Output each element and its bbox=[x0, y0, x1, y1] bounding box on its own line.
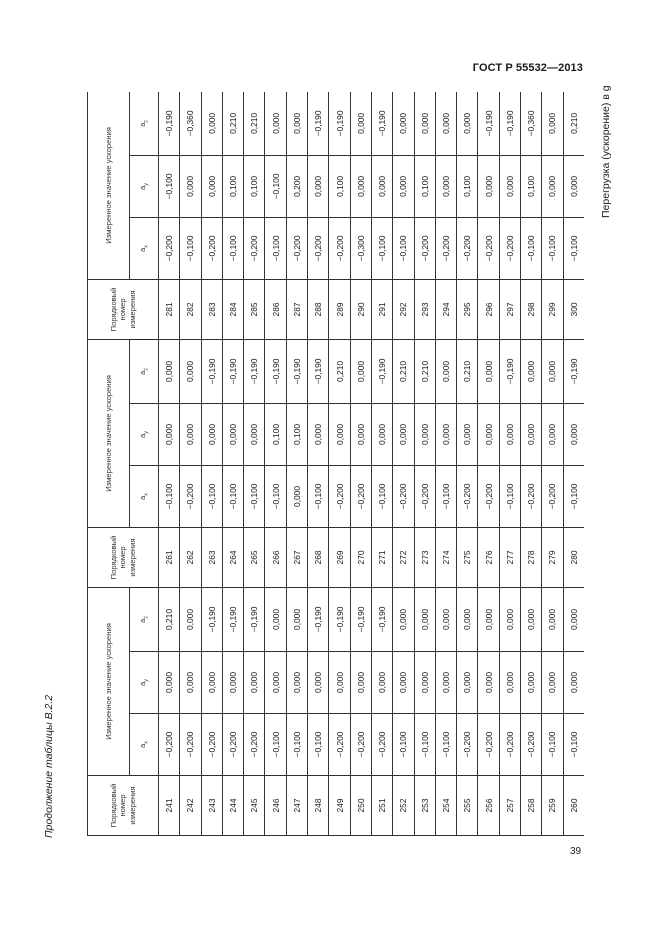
cell-az-value: 0,000 bbox=[180, 587, 201, 651]
cell-ay-value: 0,000 bbox=[414, 652, 435, 714]
cell-az-value: 0,000 bbox=[457, 587, 478, 651]
cell-ay-value: 0,000 bbox=[329, 403, 350, 465]
cell-ax-value: −0,200 bbox=[329, 465, 350, 527]
cell-az-value: −0,190 bbox=[329, 587, 350, 651]
cell-ax-value: −0,200 bbox=[521, 714, 542, 776]
cell-order-number: 279 bbox=[542, 527, 563, 587]
cell-ax-value: −0,100 bbox=[542, 714, 563, 776]
table-row bbox=[180, 92, 201, 836]
cell-ax-value: −0,100 bbox=[265, 217, 286, 279]
cell-ay-value: 0,000 bbox=[201, 403, 222, 465]
cell-ay-value: 0,000 bbox=[499, 403, 520, 465]
cell-order-number: 292 bbox=[393, 279, 414, 339]
cell-order-number: 287 bbox=[286, 279, 307, 339]
cell-order-number: 291 bbox=[371, 279, 392, 339]
header-ax-2: $a_x$ bbox=[130, 465, 159, 527]
cell-ax-value: −0,100 bbox=[563, 217, 584, 279]
cell-order-number: 269 bbox=[329, 527, 350, 587]
cell-order-number: 253 bbox=[414, 776, 435, 836]
cell-az-value: 0,000 bbox=[521, 339, 542, 403]
header-row-axes bbox=[130, 92, 159, 836]
cell-order-number: 247 bbox=[286, 776, 307, 836]
cell-ax-value: −0,200 bbox=[393, 465, 414, 527]
cell-az-value: 0,210 bbox=[222, 92, 243, 155]
cell-az-value: 0,000 bbox=[393, 587, 414, 651]
cell-ay-value: 0,000 bbox=[393, 155, 414, 217]
cell-order-number: 242 bbox=[180, 776, 201, 836]
cell-ax-value: −0,200 bbox=[329, 714, 350, 776]
cell-az-value: 0,210 bbox=[329, 339, 350, 403]
cell-order-number: 288 bbox=[308, 279, 329, 339]
cell-order-number: 266 bbox=[265, 527, 286, 587]
cell-az-value: −0,190 bbox=[329, 92, 350, 155]
cell-ay-value: 0,000 bbox=[244, 403, 265, 465]
cell-ay-value: 0,100 bbox=[457, 155, 478, 217]
cell-ax-value: −0,100 bbox=[371, 465, 392, 527]
cell-order-number: 276 bbox=[478, 527, 499, 587]
cell-ay-value: 0,000 bbox=[308, 403, 329, 465]
cell-ax-value: −0,200 bbox=[308, 217, 329, 279]
cell-order-number: 284 bbox=[222, 279, 243, 339]
cell-order-number: 256 bbox=[478, 776, 499, 836]
cell-ax-value: −0,200 bbox=[159, 217, 180, 279]
table-row bbox=[244, 92, 265, 836]
cell-ay-value: 0,000 bbox=[308, 652, 329, 714]
measurement-table bbox=[87, 92, 584, 836]
cell-ax-value: −0,200 bbox=[180, 714, 201, 776]
cell-az-value: −0,190 bbox=[499, 339, 520, 403]
cell-az-value: −0,190 bbox=[371, 92, 392, 155]
cell-az-value: 0,000 bbox=[201, 92, 222, 155]
cell-az-value: −0,190 bbox=[478, 92, 499, 155]
cell-ax-value: −0,100 bbox=[222, 217, 243, 279]
page-number: 39 bbox=[570, 846, 582, 857]
cell-ax-value: −0,200 bbox=[180, 465, 201, 527]
cell-ay-value: 0,100 bbox=[265, 403, 286, 465]
cell-ax-value: −0,300 bbox=[350, 217, 371, 279]
cell-ax-value: −0,200 bbox=[329, 217, 350, 279]
table-container bbox=[87, 92, 584, 836]
cell-ay-value: 0,000 bbox=[542, 155, 563, 217]
cell-az-value: −0,190 bbox=[371, 339, 392, 403]
cell-ax-value: −0,100 bbox=[180, 217, 201, 279]
cell-ay-value: 0,000 bbox=[542, 652, 563, 714]
cell-ax-value: −0,200 bbox=[414, 217, 435, 279]
cell-ay-value: 0,000 bbox=[329, 652, 350, 714]
cell-az-value: 0,000 bbox=[350, 92, 371, 155]
cell-ax-value: −0,100 bbox=[286, 714, 307, 776]
cell-az-value: −0,360 bbox=[180, 92, 201, 155]
cell-ay-value: 0,000 bbox=[265, 652, 286, 714]
cell-order-number: 248 bbox=[308, 776, 329, 836]
cell-order-number: 277 bbox=[499, 527, 520, 587]
cell-ax-value: −0,100 bbox=[393, 714, 414, 776]
table-row bbox=[435, 92, 456, 836]
cell-ax-value: −0,200 bbox=[350, 465, 371, 527]
cell-az-value: −0,190 bbox=[222, 339, 243, 403]
cell-ay-value: 0,000 bbox=[393, 652, 414, 714]
cell-ax-value: −0,100 bbox=[265, 714, 286, 776]
cell-order-number: 263 bbox=[201, 527, 222, 587]
cell-order-number: 294 bbox=[435, 279, 456, 339]
cell-ay-value: 0,000 bbox=[414, 403, 435, 465]
cell-order-number: 267 bbox=[286, 527, 307, 587]
cell-order-number: 258 bbox=[521, 776, 542, 836]
cell-ax-value: −0,200 bbox=[457, 465, 478, 527]
cell-ay-value: 0,000 bbox=[244, 652, 265, 714]
cell-ax-value: −0,200 bbox=[435, 217, 456, 279]
cell-az-value: −0,190 bbox=[371, 587, 392, 651]
cell-order-number: 285 bbox=[244, 279, 265, 339]
cell-az-value: −0,190 bbox=[308, 92, 329, 155]
cell-ay-value: 0,000 bbox=[478, 403, 499, 465]
header-group-2: Измеренное значение ускорения bbox=[88, 339, 130, 527]
cell-order-number: 268 bbox=[308, 527, 329, 587]
cell-ax-value: −0,200 bbox=[457, 714, 478, 776]
cell-ay-value: 0,000 bbox=[201, 652, 222, 714]
cell-az-value: 0,000 bbox=[563, 587, 584, 651]
cell-az-value: 0,000 bbox=[542, 339, 563, 403]
cell-order-number: 289 bbox=[329, 279, 350, 339]
cell-ay-value: 0,200 bbox=[286, 155, 307, 217]
cell-ay-value: 0,000 bbox=[286, 652, 307, 714]
table-row bbox=[499, 92, 520, 836]
cell-order-number: 243 bbox=[201, 776, 222, 836]
cell-az-value: 0,000 bbox=[159, 339, 180, 403]
cell-az-value: 0,210 bbox=[414, 339, 435, 403]
cell-ay-value: 0,000 bbox=[371, 652, 392, 714]
cell-az-value: 0,210 bbox=[457, 339, 478, 403]
cell-ax-value: −0,200 bbox=[499, 714, 520, 776]
cell-az-value: −0,360 bbox=[521, 92, 542, 155]
table-row bbox=[414, 92, 435, 836]
cell-ay-value: 0,000 bbox=[542, 403, 563, 465]
cell-order-number: 264 bbox=[222, 527, 243, 587]
cell-order-number: 296 bbox=[478, 279, 499, 339]
units-label: Перегрузка (ускорение) в g bbox=[600, 85, 612, 218]
cell-ax-value: −0,200 bbox=[478, 714, 499, 776]
cell-ay-value: 0,000 bbox=[435, 403, 456, 465]
cell-order-number: 260 bbox=[563, 776, 584, 836]
cell-order-number: 241 bbox=[159, 776, 180, 836]
cell-order-number: 244 bbox=[222, 776, 243, 836]
cell-order-number: 254 bbox=[435, 776, 456, 836]
cell-order-number: 261 bbox=[159, 527, 180, 587]
cell-ax-value: −0,200 bbox=[350, 714, 371, 776]
cell-ax-value: −0,100 bbox=[435, 465, 456, 527]
cell-order-number: 297 bbox=[499, 279, 520, 339]
cell-ay-value: 0,000 bbox=[393, 403, 414, 465]
cell-order-number: 251 bbox=[371, 776, 392, 836]
cell-az-value: −0,190 bbox=[222, 587, 243, 651]
cell-ax-value: −0,100 bbox=[308, 465, 329, 527]
cell-order-number: 300 bbox=[563, 279, 584, 339]
cell-az-value: 0,000 bbox=[286, 92, 307, 155]
cell-order-number: 299 bbox=[542, 279, 563, 339]
cell-ay-value: 0,000 bbox=[563, 155, 584, 217]
cell-ay-value: 0,000 bbox=[180, 652, 201, 714]
cell-ay-value: 0,100 bbox=[286, 403, 307, 465]
cell-az-value: 0,000 bbox=[521, 587, 542, 651]
cell-ay-value: 0,000 bbox=[521, 403, 542, 465]
cell-ax-value: −0,200 bbox=[414, 465, 435, 527]
cell-ax-value: −0,200 bbox=[159, 714, 180, 776]
cell-ax-value: −0,200 bbox=[244, 714, 265, 776]
cell-ax-value: −0,100 bbox=[159, 465, 180, 527]
cell-order-number: 246 bbox=[265, 776, 286, 836]
cell-az-value: 0,000 bbox=[414, 92, 435, 155]
header-ay-1: $a_y$ bbox=[130, 652, 159, 714]
cell-order-number: 250 bbox=[350, 776, 371, 836]
table-row bbox=[159, 92, 180, 836]
cell-az-value: −0,190 bbox=[201, 339, 222, 403]
cell-az-value: 0,000 bbox=[286, 587, 307, 651]
cell-ax-value: −0,100 bbox=[435, 714, 456, 776]
cell-az-value: −0,190 bbox=[563, 339, 584, 403]
cell-ay-value: 0,000 bbox=[371, 403, 392, 465]
cell-az-value: −0,190 bbox=[308, 587, 329, 651]
cell-ax-value: −0,100 bbox=[563, 714, 584, 776]
table-body bbox=[159, 92, 585, 836]
cell-ay-value: 0,000 bbox=[371, 155, 392, 217]
header-order-1: Порядковый номер измерения bbox=[88, 776, 159, 836]
header-order-3: Порядковый номер измерения bbox=[88, 279, 159, 339]
cell-ax-value: −0,100 bbox=[563, 465, 584, 527]
cell-ay-value: 0,100 bbox=[521, 155, 542, 217]
cell-ax-value: −0,200 bbox=[201, 217, 222, 279]
cell-ax-value: −0,200 bbox=[201, 714, 222, 776]
cell-ay-value: 0,000 bbox=[478, 155, 499, 217]
cell-ax-value: −0,100 bbox=[414, 714, 435, 776]
cell-az-value: 0,000 bbox=[435, 339, 456, 403]
header-ax-3: $a_x$ bbox=[130, 217, 159, 279]
cell-order-number: 255 bbox=[457, 776, 478, 836]
cell-order-number: 265 bbox=[244, 527, 265, 587]
cell-ay-value: 0,000 bbox=[180, 403, 201, 465]
table-continuation-label: Продолжение таблицы В.2.2 bbox=[43, 694, 55, 838]
cell-order-number: 282 bbox=[180, 279, 201, 339]
cell-ay-value: 0,100 bbox=[244, 155, 265, 217]
cell-ay-value: 0,000 bbox=[159, 652, 180, 714]
cell-ax-value: −0,100 bbox=[371, 217, 392, 279]
cell-az-value: −0,190 bbox=[159, 92, 180, 155]
cell-ax-value: −0,100 bbox=[265, 465, 286, 527]
cell-order-number: 275 bbox=[457, 527, 478, 587]
cell-ay-value: 0,000 bbox=[308, 155, 329, 217]
cell-ax-value: −0,100 bbox=[201, 465, 222, 527]
cell-az-value: 0,000 bbox=[478, 339, 499, 403]
cell-az-value: 0,210 bbox=[244, 92, 265, 155]
table-row bbox=[393, 92, 414, 836]
cell-az-value: 0,000 bbox=[478, 587, 499, 651]
document-code: ГОСТ Р 55532—2013 bbox=[472, 62, 583, 74]
cell-ax-value: −0,200 bbox=[499, 217, 520, 279]
header-ay-2: $a_y$ bbox=[130, 403, 159, 465]
cell-az-value: −0,190 bbox=[201, 587, 222, 651]
cell-az-value: 0,000 bbox=[435, 587, 456, 651]
cell-ax-value: −0,100 bbox=[521, 217, 542, 279]
cell-az-value: 0,000 bbox=[180, 339, 201, 403]
cell-ay-value: 0,000 bbox=[521, 652, 542, 714]
table-row bbox=[478, 92, 499, 836]
header-group-3: Измеренное значение ускорения bbox=[88, 92, 130, 279]
cell-ax-value: −0,200 bbox=[521, 465, 542, 527]
cell-order-number: 270 bbox=[350, 527, 371, 587]
table-row bbox=[350, 92, 371, 836]
cell-ax-value: −0,100 bbox=[542, 217, 563, 279]
cell-ay-value: 0,000 bbox=[563, 403, 584, 465]
cell-order-number: 290 bbox=[350, 279, 371, 339]
cell-ay-value: 0,000 bbox=[499, 155, 520, 217]
cell-az-value: −0,190 bbox=[308, 339, 329, 403]
cell-order-number: 274 bbox=[435, 527, 456, 587]
header-ax-1: $a_x$ bbox=[130, 714, 159, 776]
cell-ay-value: 0,000 bbox=[457, 652, 478, 714]
cell-order-number: 271 bbox=[371, 527, 392, 587]
cell-ay-value: 0,000 bbox=[159, 403, 180, 465]
cell-ax-value: −0,200 bbox=[371, 714, 392, 776]
cell-ax-value: −0,100 bbox=[308, 714, 329, 776]
header-group-1: Измеренное значение ускорения bbox=[88, 587, 130, 775]
cell-az-value: 0,000 bbox=[457, 92, 478, 155]
cell-order-number: 298 bbox=[521, 279, 542, 339]
cell-ay-value: −0,100 bbox=[159, 155, 180, 217]
cell-az-value: −0,190 bbox=[286, 339, 307, 403]
header-row-top bbox=[88, 92, 130, 836]
table-row bbox=[265, 92, 286, 836]
table-row bbox=[308, 92, 329, 836]
cell-order-number: 295 bbox=[457, 279, 478, 339]
cell-order-number: 257 bbox=[499, 776, 520, 836]
cell-ay-value: 0,100 bbox=[329, 155, 350, 217]
cell-ay-value: 0,000 bbox=[180, 155, 201, 217]
table-row bbox=[329, 92, 350, 836]
cell-ax-value: −0,200 bbox=[222, 714, 243, 776]
table-row bbox=[457, 92, 478, 836]
cell-az-value: 0,000 bbox=[435, 92, 456, 155]
cell-ay-value: 0,000 bbox=[563, 652, 584, 714]
cell-az-value: 0,210 bbox=[159, 587, 180, 651]
cell-az-value: −0,190 bbox=[244, 587, 265, 651]
cell-ax-value: −0,100 bbox=[499, 465, 520, 527]
cell-order-number: 286 bbox=[265, 279, 286, 339]
cell-ax-value: −0,100 bbox=[244, 465, 265, 527]
cell-ay-value: 0,000 bbox=[350, 652, 371, 714]
cell-order-number: 245 bbox=[244, 776, 265, 836]
header-az-1: $a_z$ bbox=[130, 587, 159, 651]
table-row bbox=[201, 92, 222, 836]
table-row bbox=[286, 92, 307, 836]
cell-ay-value: 0,000 bbox=[499, 652, 520, 714]
cell-order-number: 281 bbox=[159, 279, 180, 339]
cell-order-number: 280 bbox=[563, 527, 584, 587]
cell-order-number: 293 bbox=[414, 279, 435, 339]
header-az-3: $a_z$ bbox=[130, 92, 159, 155]
cell-ax-value: −0,200 bbox=[457, 217, 478, 279]
header-ay-3: $a_y$ bbox=[130, 155, 159, 217]
cell-ay-value: 0,100 bbox=[222, 155, 243, 217]
cell-az-value: −0,190 bbox=[499, 92, 520, 155]
cell-ay-value: 0,000 bbox=[478, 652, 499, 714]
cell-order-number: 273 bbox=[414, 527, 435, 587]
cell-ay-value: 0,100 bbox=[414, 155, 435, 217]
cell-az-value: 0,210 bbox=[393, 339, 414, 403]
cell-az-value: 0,000 bbox=[265, 92, 286, 155]
cell-order-number: 272 bbox=[393, 527, 414, 587]
table-row bbox=[563, 92, 584, 836]
cell-order-number: 259 bbox=[542, 776, 563, 836]
cell-ax-value: −0,200 bbox=[542, 465, 563, 527]
cell-az-value: −0,190 bbox=[265, 339, 286, 403]
cell-ay-value: 0,000 bbox=[350, 403, 371, 465]
table-row bbox=[222, 92, 243, 836]
table-row bbox=[521, 92, 542, 836]
cell-ax-value: −0,100 bbox=[222, 465, 243, 527]
cell-az-value: 0,000 bbox=[542, 92, 563, 155]
cell-az-value: 0,210 bbox=[563, 92, 584, 155]
header-order-2: Порядковый номер измерения bbox=[88, 527, 159, 587]
cell-order-number: 278 bbox=[521, 527, 542, 587]
cell-az-value: 0,000 bbox=[393, 92, 414, 155]
cell-order-number: 252 bbox=[393, 776, 414, 836]
cell-ax-value: −0,200 bbox=[478, 217, 499, 279]
cell-az-value: 0,000 bbox=[414, 587, 435, 651]
cell-ay-value: 0,000 bbox=[457, 403, 478, 465]
cell-ay-value: 0,000 bbox=[222, 403, 243, 465]
cell-ay-value: 0,000 bbox=[222, 652, 243, 714]
table-row bbox=[542, 92, 563, 836]
cell-ax-value: −0,200 bbox=[244, 217, 265, 279]
cell-az-value: −0,190 bbox=[244, 339, 265, 403]
cell-ay-value: 0,000 bbox=[201, 155, 222, 217]
cell-ax-value: 0,000 bbox=[286, 465, 307, 527]
cell-order-number: 262 bbox=[180, 527, 201, 587]
cell-ay-value: 0,000 bbox=[350, 155, 371, 217]
cell-order-number: 249 bbox=[329, 776, 350, 836]
cell-ax-value: −0,200 bbox=[286, 217, 307, 279]
cell-az-value: 0,000 bbox=[542, 587, 563, 651]
cell-ax-value: −0,200 bbox=[478, 465, 499, 527]
cell-az-value: 0,000 bbox=[350, 339, 371, 403]
cell-ax-value: −0,100 bbox=[393, 217, 414, 279]
cell-ay-value: 0,000 bbox=[435, 652, 456, 714]
header-az-2: $a_z$ bbox=[130, 339, 159, 403]
cell-az-value: −0,190 bbox=[350, 587, 371, 651]
cell-az-value: 0,000 bbox=[265, 587, 286, 651]
cell-order-number: 283 bbox=[201, 279, 222, 339]
table-row bbox=[371, 92, 392, 836]
cell-ay-value: −0,100 bbox=[265, 155, 286, 217]
cell-ay-value: 0,000 bbox=[435, 155, 456, 217]
cell-az-value: 0,000 bbox=[499, 587, 520, 651]
